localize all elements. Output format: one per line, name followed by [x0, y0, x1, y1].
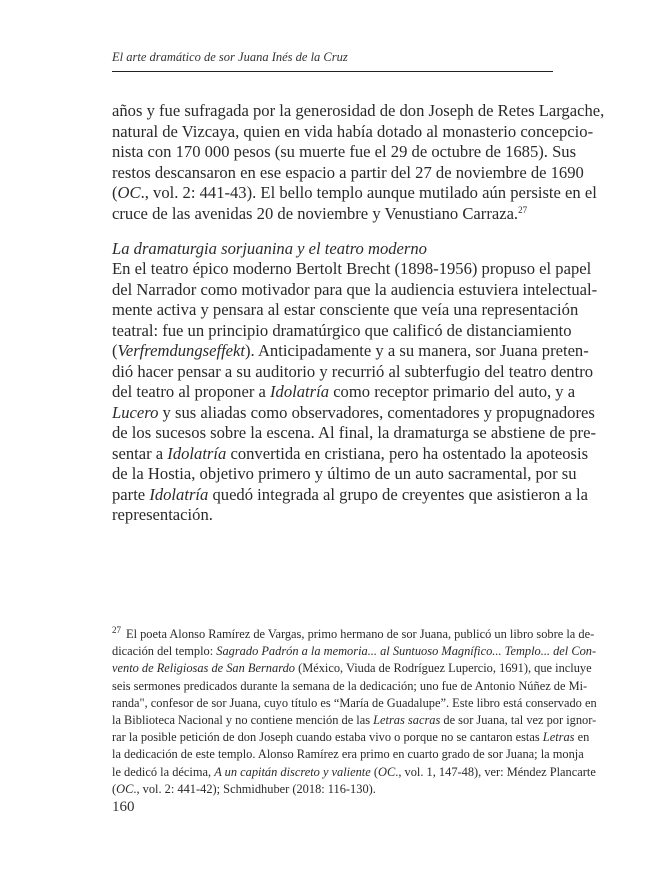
text-run: ., vol. 2: 441-42); Schmidhuber (2018: 116-130).: [133, 781, 376, 796]
text-line: [112, 712, 597, 729]
footnote: [112, 625, 597, 798]
text-line: [112, 341, 589, 362]
text-line: [112, 259, 592, 280]
text-run: A un capitán discreto y valiente: [214, 764, 371, 779]
header-rule: [112, 71, 553, 72]
running-head: El arte dramático de sor Juana Inés de la Cruz: [112, 50, 348, 64]
text-line: [112, 746, 584, 763]
text-run: Letras: [542, 730, 575, 745]
text-run: El poeta Alonso Ramírez de Vargas, primo hermano de sor Juana, publicó un libro sobre la de-: [126, 627, 595, 641]
text-line: [112, 279, 598, 301]
text-run: Verfremdungseffekt: [117, 341, 246, 360]
text-run: Lucero: [112, 402, 159, 422]
text-line: [112, 643, 597, 660]
text-run: restos descansaron en ese espacio a partir del 27 de noviembre de 1690: [112, 162, 584, 182]
text-run: de la Hostia, objetivo primero y último de un auto sacramental, por su: [112, 464, 577, 483]
text-line: [112, 101, 605, 122]
text-run: En el teatro épico moderno Bertolt Brecht (1898-1956) propuso el papel: [112, 259, 592, 278]
text-run: años y fue sufragada por la generosidad de don Joseph de Retes Largache,: [112, 101, 605, 120]
text-line: [112, 505, 553, 526]
text-line: [112, 625, 595, 643]
text-run: natural de Vizcaya, quien en vida había dotado al monasterio concepcio-: [112, 121, 594, 141]
text-run: y sus aliadas como observadores, comentadores y propugnadores: [158, 402, 595, 422]
text-run: en: [574, 730, 590, 745]
text-run: sentar a: [112, 443, 168, 463]
text-run: Idolatría: [167, 443, 227, 463]
text-run: OC: [116, 781, 134, 796]
text-run: Idolatría: [149, 484, 209, 504]
text-run: nista con 170 000 pesos (su muerte fue el 29 de octubre de 1685). Sus: [112, 142, 577, 161]
text-run: parte: [112, 484, 150, 504]
text-line: [112, 402, 595, 424]
text-line: [112, 320, 572, 342]
text-run: la dedicación de este templo. Alonso Ramírez era primo en cuarto grado de sor Juana; la monja: [112, 747, 584, 762]
text-line: [112, 423, 596, 444]
paragraph-continuation: [112, 101, 605, 224]
text-run: le dedicó la décima,: [112, 764, 215, 779]
text-run: (: [112, 341, 118, 360]
text-run: ., vol. 2: 441-43). El bello templo aunque mutilado aún persiste en el: [140, 183, 597, 202]
text-line: [112, 764, 596, 781]
footnote-reference: 27: [518, 204, 528, 215]
text-run: Letras sacras: [373, 712, 441, 727]
text-run: representación.: [112, 505, 213, 524]
text-line: [112, 300, 579, 321]
text-line: [112, 484, 588, 506]
text-run: vento de Religiosas de San Bernardo: [112, 661, 295, 676]
text-run: (: [370, 764, 378, 779]
text-line: [112, 781, 553, 798]
text-run: (: [112, 183, 118, 202]
paragraph-dramaturgia: [112, 259, 598, 526]
text-line: [112, 162, 584, 184]
text-run: (México, Viuda de Rodríguez Lupercio, 1691), que incluye: [294, 661, 592, 676]
text-run: teatral: fue un principio dramatúrgico que calificó de distanciamiento: [112, 320, 572, 340]
text-run: como receptor primario del auto, y a: [329, 382, 576, 401]
text-line: [112, 443, 589, 465]
section-heading: La dramaturgia sorjuanina y el teatro moderno: [112, 239, 427, 258]
text-run: (: [112, 781, 117, 796]
text-run: rar la posible petición de don Joseph cuando estaba vivo o porque no se cantaron estas: [112, 730, 543, 745]
text-run: Sagrado Padrón a la memoria... al Suntuoso Magnífico... Templo... del Con-: [216, 644, 597, 659]
text-run: del Narrador como motivador para que la audiencia estuviera intelectual-: [112, 279, 598, 299]
text-run: dió hacer pensar a su auditorio y recurrió al subterfugio del teatro dentro: [112, 361, 594, 381]
text-line: [112, 660, 592, 677]
text-line: [112, 204, 553, 225]
text-run: OC: [378, 764, 396, 779]
text-run: de los sucesos sobre la escena. Al final, la dramaturga se abstiene de pre-: [112, 423, 596, 442]
text-line: [112, 678, 588, 695]
text-run: la Biblioteca Nacional y no contiene mención de las: [112, 712, 374, 727]
text-run: OC: [117, 183, 141, 202]
text-line: [112, 695, 597, 712]
text-run: randa", confesor de sor Juana, cuyo título es “María de Guadalupe”. Este libro está conservado en: [112, 695, 597, 710]
text-run: cruce de las avenidas 20 de noviembre y Venustiano Carraza.: [112, 203, 519, 223]
text-run: ). Anticipadamente y a su manera, sor Juana preten-: [245, 341, 589, 360]
text-line: [112, 183, 597, 204]
text-run: del teatro al proponer a: [112, 382, 271, 401]
text-run: seis sermones predicados durante la semana de la dedicación; uno fue de Antonio Núñez de Mi-: [112, 678, 588, 693]
text-run: dicación del templo:: [112, 644, 217, 659]
text-run: de sor Juana, tal vez por ignor-: [440, 712, 597, 727]
footnote-number: 27: [112, 625, 121, 635]
text-line: [112, 142, 577, 163]
text-run: mente activa y pensara al estar consciente que veía una representación: [112, 300, 579, 319]
text-line: [112, 361, 594, 383]
text-run: ., vol. 1, 147-48), ver: Méndez Plancarte: [395, 764, 596, 779]
text-line: [112, 121, 594, 143]
text-run: quedó integrada al grupo de creyentes que asistieron a la: [208, 484, 588, 504]
text-line: [112, 382, 576, 403]
page-number: 160: [112, 799, 135, 815]
text-line: [112, 464, 577, 485]
text-run: Idolatría: [270, 382, 330, 401]
text-run: convertida en cristiana, pero ha ostentado la apoteosis: [226, 443, 589, 463]
text-line: [112, 729, 590, 746]
